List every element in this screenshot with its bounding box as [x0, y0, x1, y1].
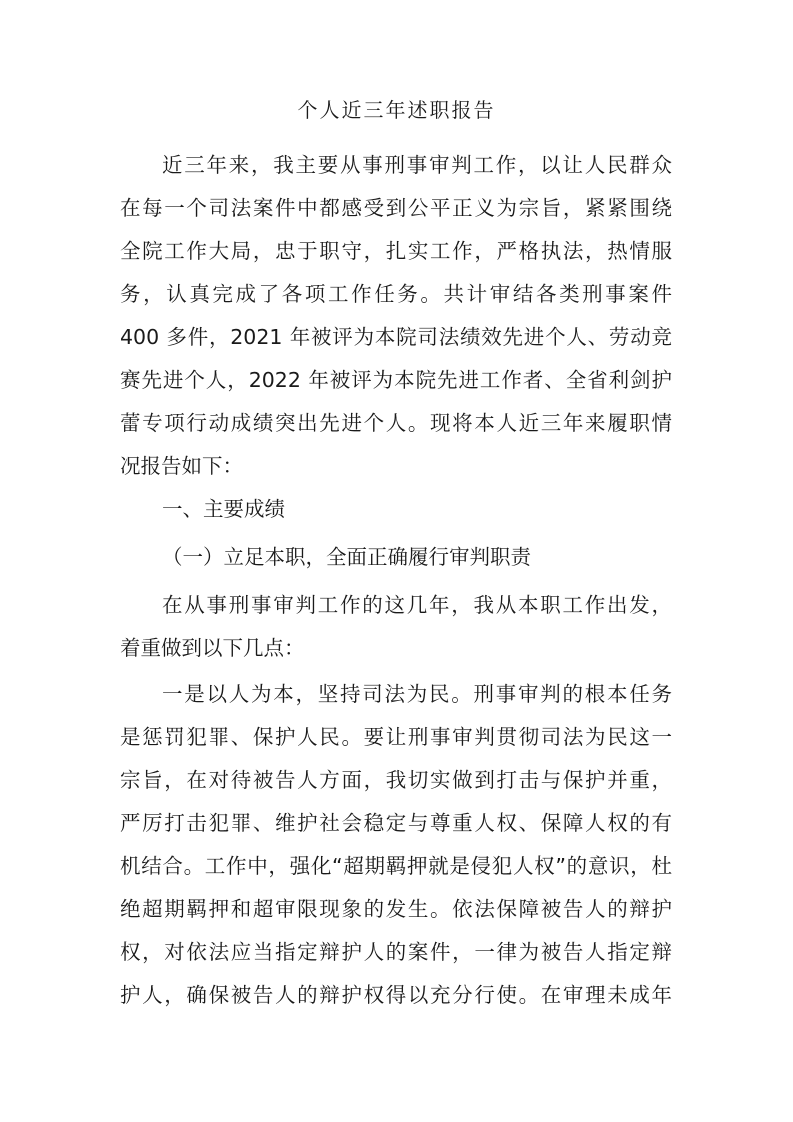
paragraph-line: 在每一个司法案件中都感受到公平正义为宗旨，紧紧围绕 — [120, 196, 672, 220]
paragraph-line: 蕾专项行动成绩突出先进个人。现将本人近三年来履职情 — [120, 411, 672, 435]
paragraph-line: 全院工作大局，忠于职守，扎实工作，严格执法，热情服 — [120, 239, 672, 263]
paragraph-line: 绝超期羁押和超审限现象的发生。依法保障被告人的辩护 — [120, 897, 672, 921]
paragraph-line: 一是以人为本，坚持司法为民。刑事审判的根本任务 — [162, 682, 672, 706]
paragraph-line: 机结合。工作中，强化“超期羁押就是侵犯人权”的意识，杜 — [120, 854, 672, 878]
paragraph-line: 况报告如下： — [120, 454, 243, 478]
paragraph-line: 是惩罚犯罪、保护人民。要让刑事审判贯彻司法为民这一 — [120, 725, 672, 749]
document-title: 个人近三年述职报告 — [297, 98, 496, 122]
paragraph-line: 近三年来，我主要从事刑事审判工作，以让人民群众 — [162, 153, 672, 177]
paragraph-line: 护人，确保被告人的辩护权得以充分行使。在审理未成年 — [120, 983, 672, 1007]
section-heading: 一、主要成绩 — [162, 497, 285, 521]
paragraph-line: 严厉打击犯罪、维护社会稳定与尊重人权、保障人权的有 — [120, 811, 672, 835]
paragraph-line: 400 多件，2021 年被评为本院司法绩效先进个人、劳动竞 — [120, 325, 672, 349]
paragraph-line: 务，认真完成了各项工作任务。共计审结各类刑事案件 — [120, 282, 672, 306]
paragraph-line: 赛先进个人，2022 年被评为本院先进工作者、全省利剑护 — [120, 368, 672, 392]
paragraph-line: 宗旨，在对待被告人方面，我切实做到打击与保护并重， — [120, 768, 672, 792]
paragraph-line: 着重做到以下几点： — [120, 636, 305, 660]
subsection-heading: （一）立足本职，全面正确履行审判职责 — [162, 545, 531, 569]
paragraph-line: 权，对依法应当指定辩护人的案件，一律为被告人指定辩 — [120, 940, 672, 964]
paragraph-line: 在从事刑事审判工作的这几年，我从本职工作出发， — [162, 593, 672, 617]
